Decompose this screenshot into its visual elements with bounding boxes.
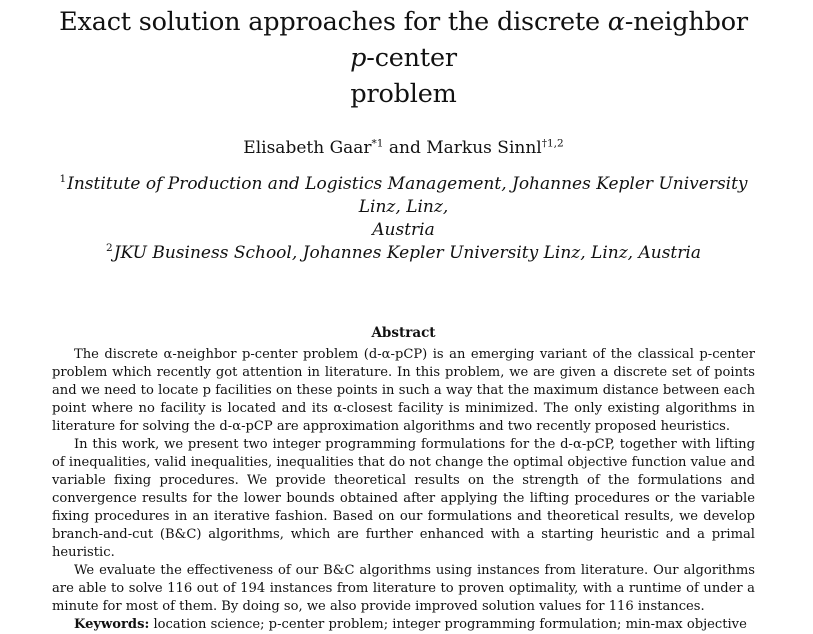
affiliation-1-country: Austria	[372, 220, 435, 240]
affiliation-1-text: Institute of Production and Logistics Management, Johannes Kepler University Linz, Linz,	[67, 174, 748, 217]
affiliation-2-text: JKU Business School, Johannes Kepler University Linz, Linz, Austria	[113, 243, 701, 263]
paper-title	[52, 4, 755, 112]
abstract-body	[52, 346, 755, 634]
author-1-marker: *1	[371, 137, 384, 150]
keywords-label: Keywords:	[74, 617, 150, 632]
keywords-line	[52, 616, 755, 634]
author-1-name: Elisabeth Gaar	[243, 138, 372, 158]
affiliation-1-marker: 1	[59, 173, 67, 186]
affiliation-1	[52, 173, 755, 242]
title-line-2: problem	[350, 79, 457, 109]
abstract-paragraph-3: We evaluate the effectiveness of our B&C algorithms using instances from literature. Our algorithms are able to solve 116 out of 194 instances from literature to proven optimality, with a runtime of under a minute for most of them. By doing so, we also provide improved solution values for 116 instances.	[52, 563, 755, 614]
abstract-paragraph-2: In this work, we present two integer programming formulations for the d-α-pCP, together with lifting of inequalities, valid inequalities, inequalities that do not change the optimal objective function value and variable fixing procedures. We provide theoretical results on the strength of the formulations and convergence results for the lower bounds obtained after applying the lifting procedures or the variable fixing procedures in an iterative fashion. Based on our formulations and theoretical results, we develop branch-and-cut (B&C) algorithms, which are further enhanced with a starting heuristic and a primal heuristic.	[52, 437, 755, 560]
affiliation-2	[52, 242, 755, 265]
abstract-heading: Abstract	[371, 325, 436, 341]
affiliation-2-marker: 2	[106, 242, 113, 255]
paper-page	[0, 4, 813, 632]
author-separator: and	[383, 138, 427, 158]
author-2-marker: †1,2	[541, 137, 564, 150]
title-line-1: Exact solution approaches for the discrete α-neighbor p-center	[59, 7, 748, 73]
abstract-paragraph-1: The discrete α-neighbor p-center problem (d-α-pCP) is an emerging variant of the classical p-center problem which recently got attention in literature. In this problem, we are given a discrete set of points and we need to locate p facilities on these points in such a way that the maximum distance between each point where no facility is located and its α-closest facility is minimized. The only existing algorithms in literature for solving the d-α-pCP are approximation algorithms and two recently proposed heuristics.	[52, 347, 755, 434]
author-list	[52, 136, 755, 160]
author-2-name: Markus Sinnl	[426, 138, 542, 158]
keywords-text: location science; p-center problem; integer programming formulation; min-max objective	[153, 617, 747, 632]
